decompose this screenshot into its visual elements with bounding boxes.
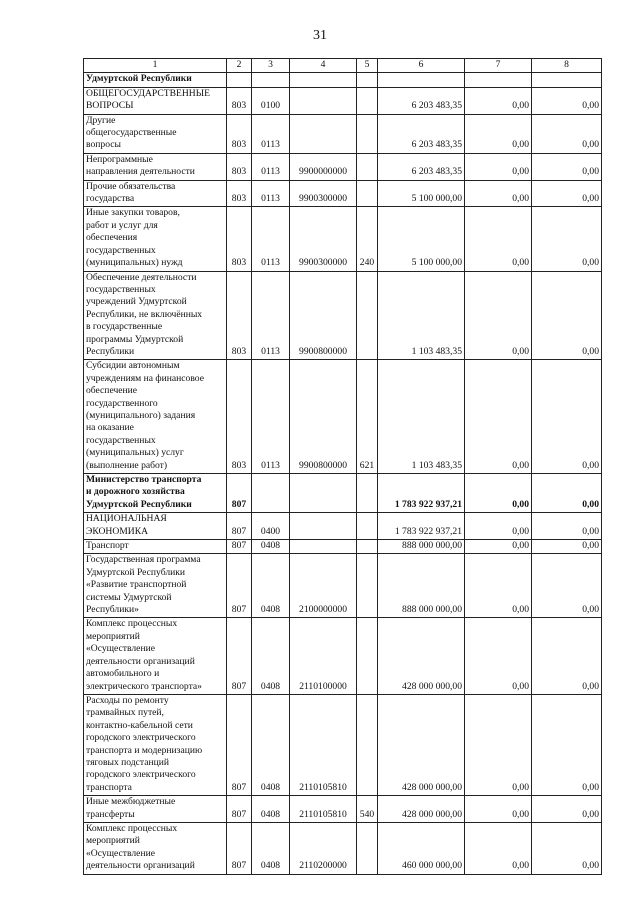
- target-article-cell: 2110100000: [290, 618, 357, 694]
- target-article-cell: 9900800000: [290, 271, 357, 360]
- row-name-cell: Другие общегосударственные вопросы: [84, 114, 227, 153]
- row-name-cell: НАЦИОНАЛЬНАЯ ЭКОНОМИКА: [84, 513, 227, 540]
- section-code-cell: 0400: [252, 513, 290, 540]
- target-article-cell: 9900000000: [290, 153, 357, 180]
- amount-col8-cell: 0,00: [532, 271, 602, 360]
- target-article-cell: 2110200000: [290, 822, 357, 874]
- amount-cell: 428 000 000,00: [378, 618, 465, 694]
- column-header: 3: [252, 59, 290, 73]
- department-code-cell: 803: [227, 271, 252, 360]
- target-article-cell: 9900800000: [290, 360, 357, 474]
- row-name-cell: Удмуртской Республики: [84, 73, 227, 87]
- section-code-cell: 0113: [252, 114, 290, 153]
- amount-cell: 6 203 483,35: [378, 114, 465, 153]
- department-code-cell: 803: [227, 360, 252, 474]
- amount-col8-cell: 0,00: [532, 822, 602, 874]
- amount-col8-cell: 0,00: [532, 513, 602, 540]
- department-code-cell: 803: [227, 114, 252, 153]
- table-row: [84, 153, 602, 180]
- table-body: [84, 59, 602, 875]
- row-name-cell: Обеспечение деятельности государственных учреждений Удмуртской Республики, не включённых в государственные программы Удмуртской Республики: [84, 271, 227, 360]
- expense-type-cell: [357, 73, 378, 87]
- department-code-cell: 803: [227, 87, 252, 114]
- amount-col7-cell: 0,00: [465, 87, 532, 114]
- target-article-cell: 9900300000: [290, 207, 357, 271]
- department-code-cell: 807: [227, 513, 252, 540]
- amount-col7-cell: 0,00: [465, 554, 532, 618]
- column-header: 2: [227, 59, 252, 73]
- table-row: [84, 796, 602, 823]
- target-article-cell: 2100000000: [290, 554, 357, 618]
- section-code-cell: 0113: [252, 153, 290, 180]
- section-code-cell: 0408: [252, 822, 290, 874]
- amount-col7-cell: 0,00: [465, 360, 532, 474]
- amount-col7-cell: 0,00: [465, 474, 532, 513]
- table-row: [84, 360, 602, 474]
- amount-cell: 6 203 483,35: [378, 87, 465, 114]
- target-article-cell: [290, 73, 357, 87]
- target-article-cell: [290, 87, 357, 114]
- section-code-cell: 0113: [252, 360, 290, 474]
- amount-cell: 1 783 922 937,21: [378, 513, 465, 540]
- row-name-cell: Комплекс процессных мероприятий «Осуществление деятельности организаций: [84, 822, 227, 874]
- department-code-cell: 807: [227, 796, 252, 823]
- amount-cell: 460 000 000,00: [378, 822, 465, 874]
- table-row: [84, 271, 602, 360]
- department-code-cell: 807: [227, 540, 252, 554]
- table-row: [84, 822, 602, 874]
- amount-cell: [378, 73, 465, 87]
- amount-col8-cell: 0,00: [532, 618, 602, 694]
- column-header: 1: [84, 59, 227, 73]
- expense-type-cell: [357, 474, 378, 513]
- expense-type-cell: [357, 87, 378, 114]
- amount-col8-cell: 0,00: [532, 540, 602, 554]
- amount-cell: 5 100 000,00: [378, 207, 465, 271]
- amount-col7-cell: [465, 73, 532, 87]
- section-code-cell: [252, 73, 290, 87]
- section-code-cell: 0408: [252, 796, 290, 823]
- amount-cell: 1 783 922 937,21: [378, 474, 465, 513]
- table-row: [84, 618, 602, 694]
- table-row: [84, 73, 602, 87]
- expense-type-cell: 621: [357, 360, 378, 474]
- table-row: [84, 694, 602, 795]
- column-header: 5: [357, 59, 378, 73]
- expense-type-cell: [357, 618, 378, 694]
- column-header: 8: [532, 59, 602, 73]
- amount-col8-cell: 0,00: [532, 360, 602, 474]
- table-row: [84, 207, 602, 271]
- department-code-cell: 807: [227, 822, 252, 874]
- amount-col7-cell: 0,00: [465, 822, 532, 874]
- row-name-cell: Министерство транспорта и дорожного хозяйства Удмуртской Республики: [84, 474, 227, 513]
- department-code-cell: 807: [227, 474, 252, 513]
- department-code-cell: 807: [227, 694, 252, 795]
- section-code-cell: 0113: [252, 271, 290, 360]
- expense-type-cell: 240: [357, 207, 378, 271]
- department-code-cell: 803: [227, 153, 252, 180]
- column-header: 6: [378, 59, 465, 73]
- amount-cell: 6 203 483,35: [378, 153, 465, 180]
- amount-col7-cell: 0,00: [465, 513, 532, 540]
- amount-cell: 1 103 483,35: [378, 271, 465, 360]
- row-name-cell: Расходы по ремонту трамвайных путей, контактно-кабельной сети городского электрического транспорта и модернизацию тяговых подстанций городского электрического транспорта: [84, 694, 227, 795]
- section-code-cell: 0408: [252, 540, 290, 554]
- amount-col7-cell: 0,00: [465, 271, 532, 360]
- section-code-cell: [252, 474, 290, 513]
- table-row: [84, 513, 602, 540]
- target-article-cell: 9900300000: [290, 180, 357, 207]
- target-article-cell: 2110105810: [290, 694, 357, 795]
- amount-col7-cell: 0,00: [465, 207, 532, 271]
- amount-col7-cell: 0,00: [465, 114, 532, 153]
- expense-type-cell: [357, 153, 378, 180]
- expense-type-cell: [357, 180, 378, 207]
- target-article-cell: [290, 474, 357, 513]
- amount-col7-cell: 0,00: [465, 180, 532, 207]
- row-name-cell: Субсидии автономным учреждениям на финансовое обеспечение государственного (муниципального) задания на оказание государственных (муниципальных) услуг (выполнение работ): [84, 360, 227, 474]
- expense-type-cell: [357, 694, 378, 795]
- amount-cell: 1 103 483,35: [378, 360, 465, 474]
- row-name-cell: Непрограммные направления деятельности: [84, 153, 227, 180]
- row-name-cell: Иные межбюджетные трансферты: [84, 796, 227, 823]
- amount-cell: 888 000 000,00: [378, 540, 465, 554]
- expense-type-cell: 540: [357, 796, 378, 823]
- row-name-cell: Государственная программа Удмуртской Республики «Развитие транспортной системы Удмуртской Республики»: [84, 554, 227, 618]
- section-code-cell: 0408: [252, 554, 290, 618]
- column-header: 7: [465, 59, 532, 73]
- amount-cell: 5 100 000,00: [378, 180, 465, 207]
- budget-table: [83, 58, 602, 875]
- amount-col8-cell: 0,00: [532, 87, 602, 114]
- amount-col8-cell: 0,00: [532, 207, 602, 271]
- table-row: [84, 474, 602, 513]
- department-code-cell: 803: [227, 207, 252, 271]
- table-row: [84, 180, 602, 207]
- row-name-cell: Комплекс процессных мероприятий «Осуществление деятельности организаций автомобильного и электрического транспорта»: [84, 618, 227, 694]
- column-header: 4: [290, 59, 357, 73]
- amount-col8-cell: 0,00: [532, 474, 602, 513]
- department-code-cell: 803: [227, 180, 252, 207]
- expense-type-cell: [357, 540, 378, 554]
- expense-type-cell: [357, 822, 378, 874]
- row-name-cell: Иные закупки товаров, работ и услуг для обеспечения государственных (муниципальных) нужд: [84, 207, 227, 271]
- department-code-cell: 807: [227, 554, 252, 618]
- table-row: [84, 87, 602, 114]
- section-code-cell: 0408: [252, 618, 290, 694]
- amount-cell: 888 000 000,00: [378, 554, 465, 618]
- expense-type-cell: [357, 271, 378, 360]
- row-name-cell: Транспорт: [84, 540, 227, 554]
- target-article-cell: [290, 114, 357, 153]
- department-code-cell: 807: [227, 618, 252, 694]
- department-code-cell: [227, 73, 252, 87]
- amount-cell: 428 000 000,00: [378, 796, 465, 823]
- table-row: [84, 554, 602, 618]
- section-code-cell: 0113: [252, 180, 290, 207]
- amount-cell: 428 000 000,00: [378, 694, 465, 795]
- amount-col8-cell: 0,00: [532, 796, 602, 823]
- amount-col8-cell: 0,00: [532, 694, 602, 795]
- table-row: [84, 540, 602, 554]
- amount-col8-cell: 0,00: [532, 114, 602, 153]
- page-number: 31: [313, 28, 327, 43]
- amount-col7-cell: 0,00: [465, 796, 532, 823]
- row-name-cell: ОБЩЕГОСУДАРСТВЕННЫЕ ВОПРОСЫ: [84, 87, 227, 114]
- section-code-cell: 0113: [252, 207, 290, 271]
- amount-col8-cell: 0,00: [532, 153, 602, 180]
- target-article-cell: 2110105810: [290, 796, 357, 823]
- table-header-row: [84, 59, 602, 73]
- expense-type-cell: [357, 554, 378, 618]
- section-code-cell: 0408: [252, 694, 290, 795]
- amount-col7-cell: 0,00: [465, 153, 532, 180]
- table-row: [84, 114, 602, 153]
- expense-type-cell: [357, 513, 378, 540]
- amount-col7-cell: 0,00: [465, 540, 532, 554]
- amount-col7-cell: 0,00: [465, 618, 532, 694]
- amount-col8-cell: 0,00: [532, 180, 602, 207]
- amount-col7-cell: 0,00: [465, 694, 532, 795]
- target-article-cell: [290, 513, 357, 540]
- amount-col8-cell: 0,00: [532, 554, 602, 618]
- section-code-cell: 0100: [252, 87, 290, 114]
- amount-col8-cell: [532, 73, 602, 87]
- expense-type-cell: [357, 114, 378, 153]
- target-article-cell: [290, 540, 357, 554]
- row-name-cell: Прочие обязательства государства: [84, 180, 227, 207]
